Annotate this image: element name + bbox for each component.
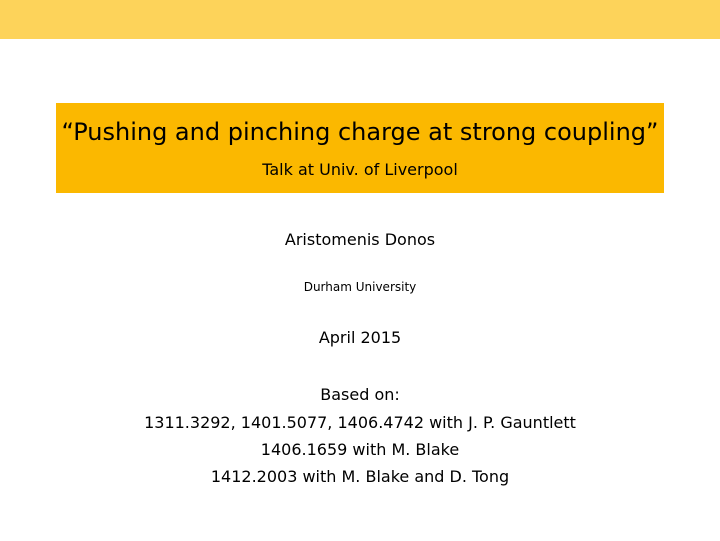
presentation-date: April 2015: [318, 328, 402, 347]
header-bar: [0, 0, 720, 39]
presentation-title: “Pushing and pinching charge at strong coupling”: [61, 118, 659, 146]
institute-name: Durham University: [303, 280, 417, 294]
reference-line: 1412.2003 with M. Blake and D. Tong: [210, 467, 510, 486]
reference-line: 1406.1659 with M. Blake: [260, 440, 460, 459]
author-name: Aristomenis Donos: [284, 230, 436, 249]
based-on-label: Based on:: [320, 385, 400, 404]
presentation-subtitle: Talk at Univ. of Liverpool: [262, 160, 458, 179]
reference-line: 1311.3292, 1401.5077, 1406.4742 with J. P. Gauntlett: [144, 413, 576, 432]
title-box: [56, 103, 664, 193]
